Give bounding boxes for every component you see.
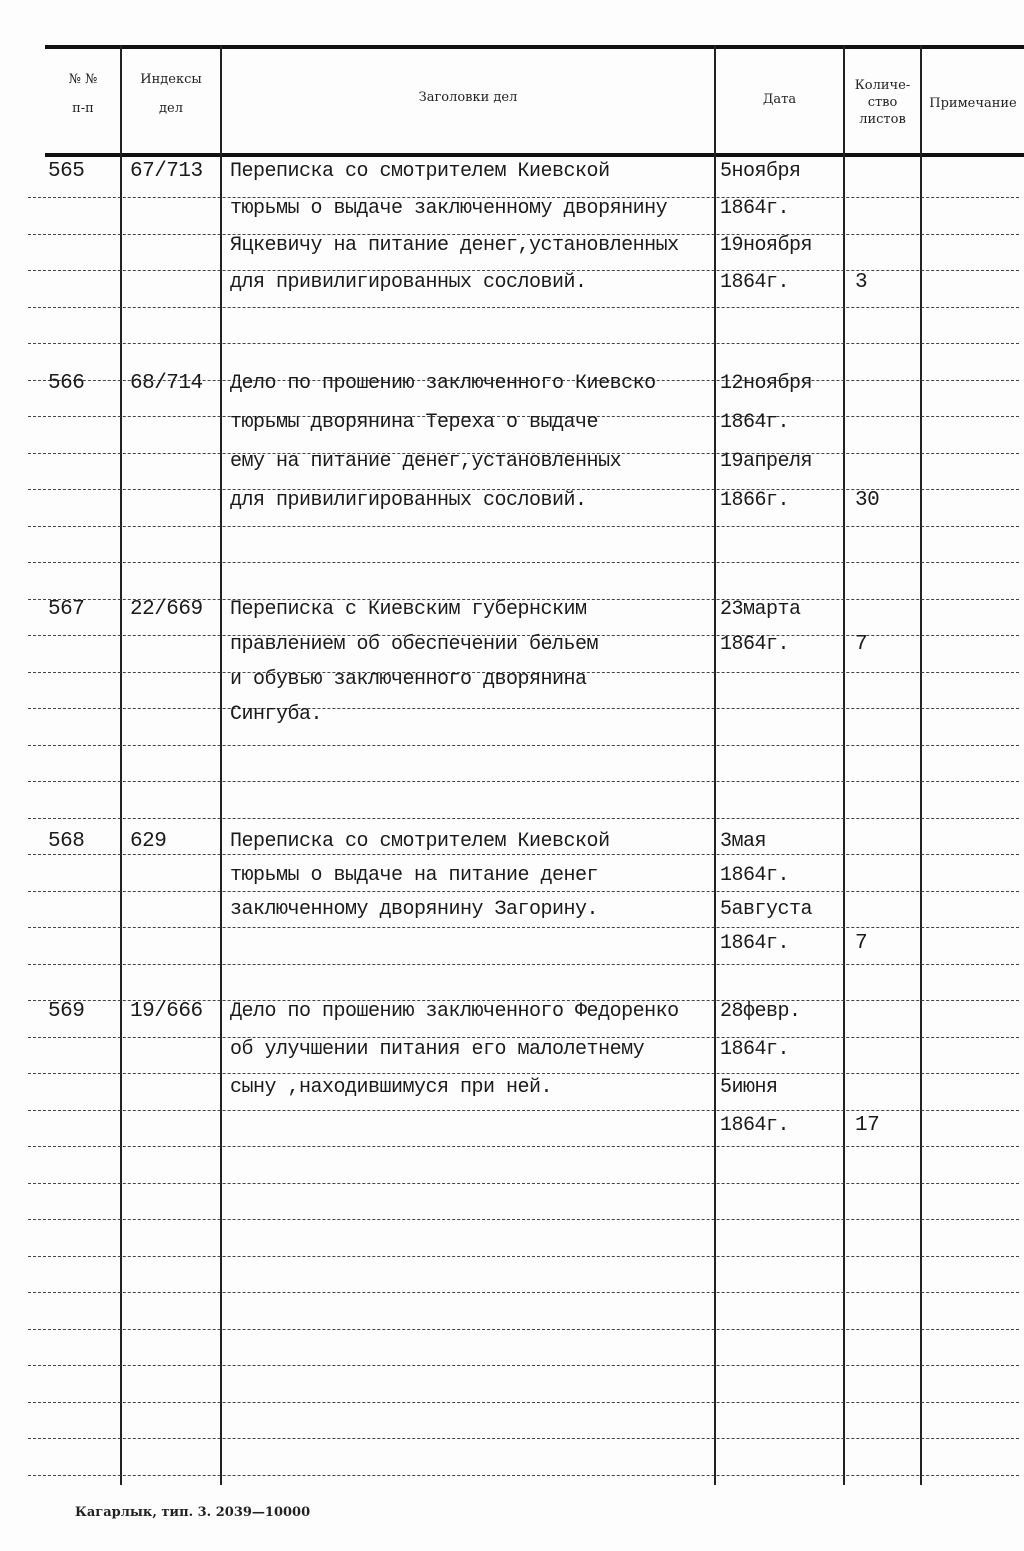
ruled-line: [28, 781, 1019, 782]
entry-number: 565: [48, 160, 85, 183]
column-divider: [843, 45, 845, 1485]
entry-sheet-count: 7: [855, 932, 868, 955]
ruled-line: [28, 1110, 1019, 1111]
ruled-line: [28, 708, 1019, 709]
ruled-line: [28, 1219, 1019, 1220]
header-bottom-rule: [45, 153, 1024, 157]
entry-date-line: 19апреля: [720, 450, 813, 473]
entry-date-line: 1864г.: [720, 271, 790, 294]
ruled-line: [28, 1073, 1019, 1074]
entry-sheet-count: 17: [855, 1114, 880, 1137]
ruled-line: [28, 1329, 1019, 1330]
ruled-line: [28, 1438, 1019, 1439]
entry-date-line: 1864г.: [720, 411, 790, 434]
entry-title-line: тюрьмы дворянина Тереха о выдаче: [230, 411, 599, 434]
entry-title-line: Переписка со смотрителем Киевской: [230, 160, 610, 183]
ruled-line: [28, 818, 1019, 819]
header-number: [48, 70, 118, 120]
ruled-line: [28, 964, 1019, 965]
header-index-line2: дел: [159, 100, 183, 116]
header-title: Заголовки дел: [418, 90, 518, 105]
ruled-line: [28, 1256, 1019, 1257]
entry-title-line: ему на питание денег,установленных: [230, 450, 622, 473]
entry-date-line: 5ноября: [720, 160, 801, 183]
ruled-line: [28, 1402, 1019, 1403]
header-number-line2: п-п: [72, 100, 94, 116]
column-divider: [920, 45, 922, 1485]
header-index: [122, 70, 220, 120]
ruled-line: [28, 1365, 1019, 1366]
ruled-line: [28, 343, 1019, 344]
entry-date-line: 1864г.: [720, 633, 790, 656]
entry-number: 568: [48, 830, 85, 853]
entry-number: 566: [48, 372, 85, 395]
entry-title-line: Сингуба.: [230, 703, 323, 726]
entry-number: 567: [48, 598, 85, 621]
entry-date-line: 28февр.: [720, 1000, 801, 1023]
entry-title-line: тюрьмы о выдаче заключенному дворянину: [230, 197, 668, 220]
header-count-line2: ство: [867, 94, 898, 110]
column-divider: [714, 45, 716, 1485]
entry-date-line: 12ноября: [720, 372, 813, 395]
ruled-line: [28, 927, 1019, 928]
column-divider: [120, 45, 122, 1485]
ruled-line: [28, 562, 1019, 563]
entry-title-line: Дело по прошению заключенного Киевско: [230, 372, 656, 395]
ruled-line: [28, 745, 1019, 746]
entry-title-line: и обувью заключенного дворянина: [230, 668, 587, 691]
entry-index: 19/666: [130, 1000, 203, 1023]
entry-date-line: 3мая: [720, 830, 767, 853]
ruled-line: [28, 307, 1019, 308]
header-index-line1: Индексы: [140, 72, 202, 87]
entry-title-line: Дело по прошению заключенного Федоренко: [230, 1000, 679, 1023]
ruled-line: [28, 1475, 1019, 1476]
entry-title-line: заключенному дворянину Загорину.: [230, 898, 599, 921]
header-count-line1: Количе-: [854, 78, 911, 93]
entry-date-line: 1864г.: [720, 197, 790, 220]
ruled-line: [28, 1292, 1019, 1293]
entry-date-line: 1864г.: [720, 932, 790, 955]
ruled-line: [28, 1146, 1019, 1147]
entry-index: 68/714: [130, 372, 203, 395]
entry-sheet-count: 3: [855, 271, 868, 294]
entry-title-line: для привилигированных сословий.: [230, 271, 587, 294]
entry-title-line: для привилигированных сословий.: [230, 489, 587, 512]
header-count-line3: листов: [859, 111, 906, 127]
entry-title-line: об улучшении питания его малолетнему: [230, 1038, 645, 1061]
column-divider: [220, 45, 222, 1485]
entry-date-line: 1864г.: [720, 864, 790, 887]
ruled-line: [28, 891, 1019, 892]
entry-date-line: 5августа: [720, 898, 813, 921]
entry-date-line: 23марта: [720, 598, 801, 621]
header-number-line1: № №: [68, 72, 98, 87]
entry-date-line: 1866г.: [720, 489, 790, 512]
entry-title-line: сыну ,находившимуся при ней.: [230, 1076, 553, 1099]
header-notes: Примечание: [929, 96, 1017, 111]
header-top-rule: [45, 45, 1024, 49]
entry-index: 67/713: [130, 160, 203, 183]
entry-sheet-count: 7: [855, 633, 868, 656]
entry-sheet-count: 30: [855, 489, 880, 512]
header-date: Дата: [762, 92, 797, 107]
header-sheet-count: [845, 78, 920, 129]
entry-title-line: тюрьмы о выдаче на питание денег: [230, 864, 599, 887]
entry-title-line: правлением об обеспечении бельем: [230, 633, 599, 656]
entry-title-line: Переписка с Киевским губернским: [230, 598, 587, 621]
ruled-line: [28, 1183, 1019, 1184]
entry-date-line: 1864г.: [720, 1038, 790, 1061]
entry-title-line: Переписка со смотрителем Киевской: [230, 830, 610, 853]
entry-date-line: 1864г.: [720, 1114, 790, 1137]
entry-date-line: 19ноября: [720, 234, 813, 257]
ruled-line: [28, 526, 1019, 527]
entry-index: 629: [130, 830, 167, 853]
entry-date-line: 5июня: [720, 1076, 778, 1099]
entry-index: 22/669: [130, 598, 203, 621]
printer-footer: Кагарлык, тип. 3. 2039—10000: [75, 1505, 311, 1520]
entry-title-line: Яцкевичу на питание денег,установленных: [230, 234, 679, 257]
ruled-line: [28, 854, 1019, 855]
entry-number: 569: [48, 1000, 85, 1023]
